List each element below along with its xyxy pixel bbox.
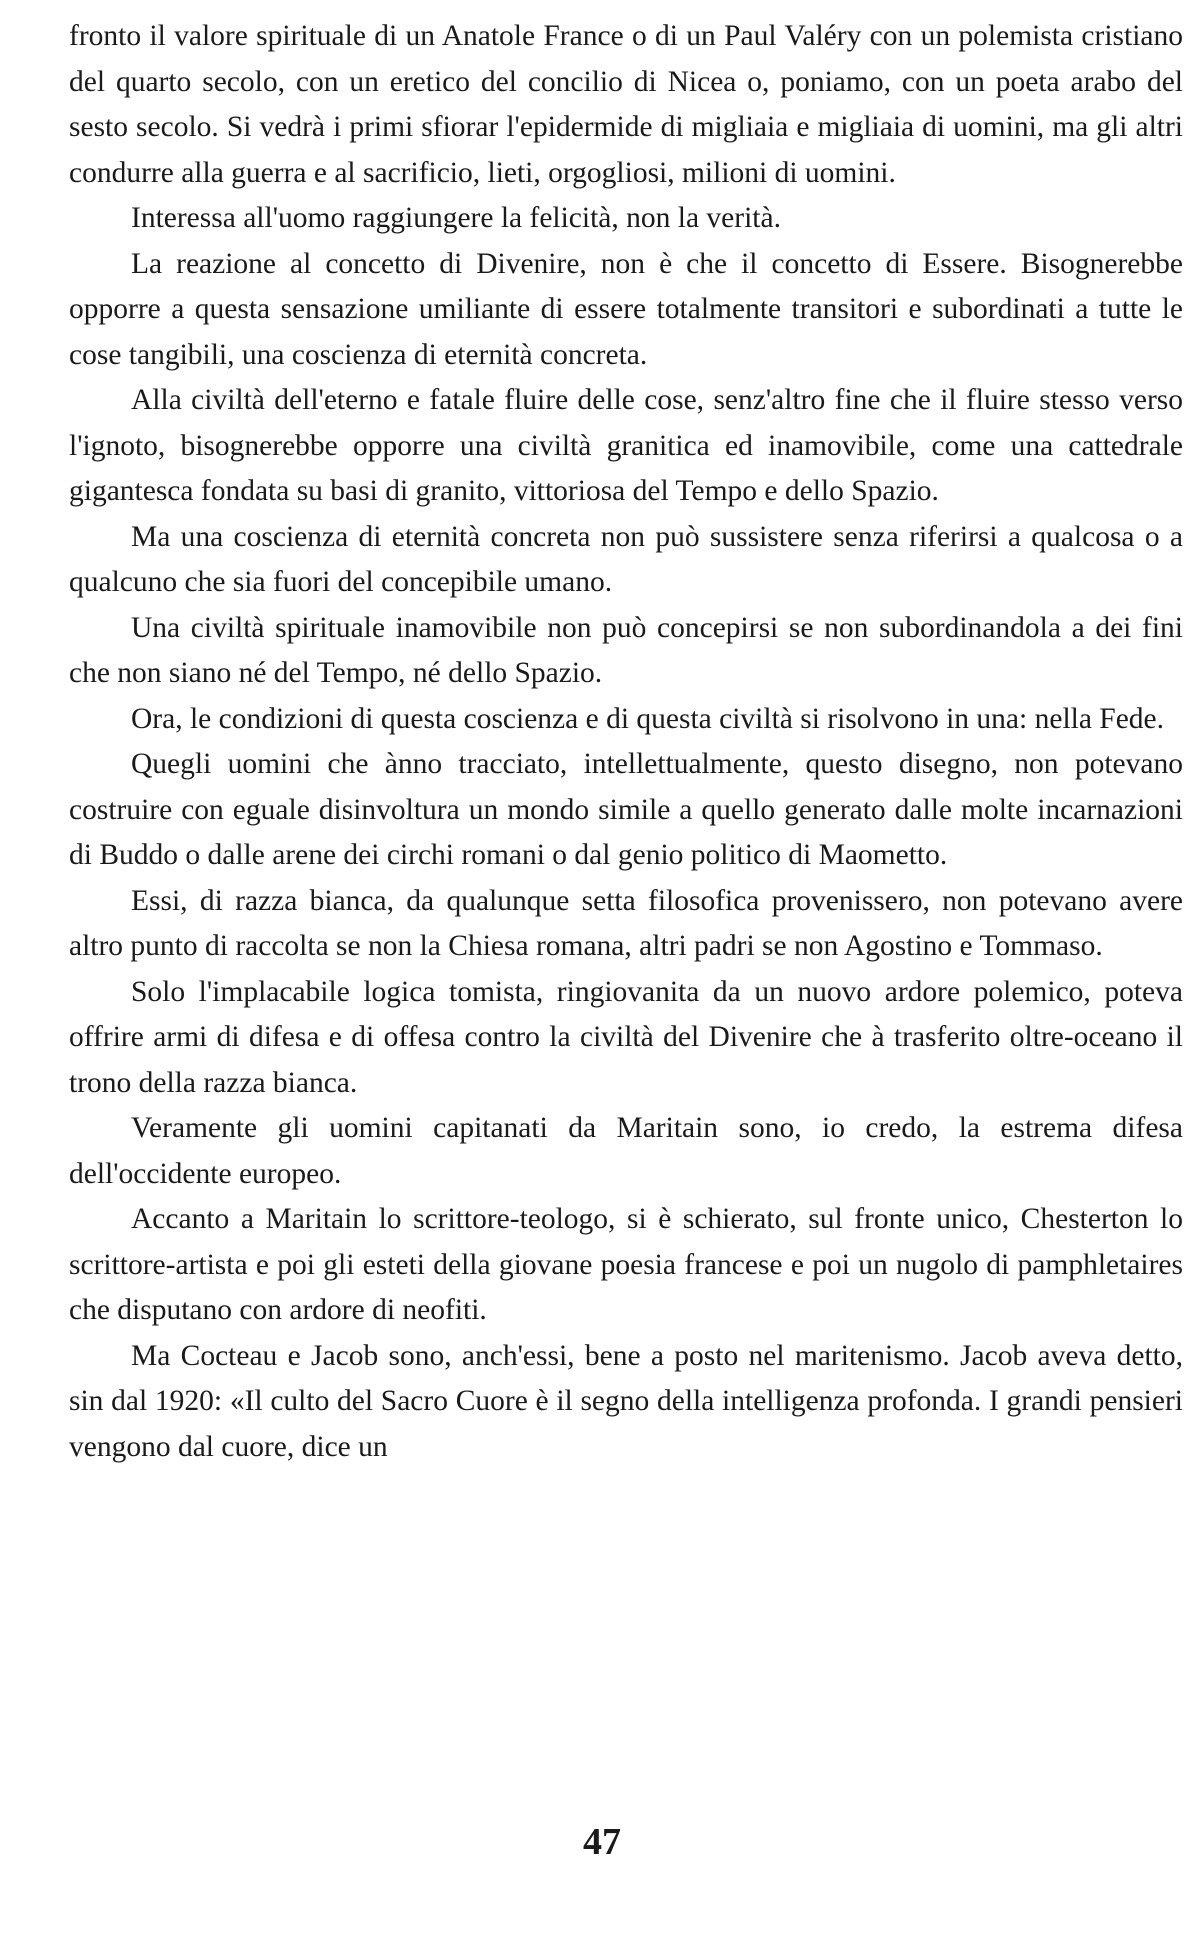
paragraph-divenire: La reazione al concetto di Divenire, non è che il concetto di Essere. Bisognerebbe opporre a questa sensazione umiliante di essere totalmente transitori e subordinati a tutte le cose tangibili, una coscienza di eternità concreta. xyxy=(69,247,1183,371)
paragraph-civilta-spirituale: Una civiltà spirituale inamovibile non può concepirsi se non subordinandola a dei fini che non siano né del Tempo, né dello Spazio. xyxy=(69,611,1183,689)
paragraph-chesterton: Accanto a Maritain lo scrittore-teologo, si è schierato, sul fronte unico, Chesterton lo scrittore-artista e poi gli esteti della giovane poesia francese e poi un nugolo di pamphletaires che disputano con ardore di neofiti. xyxy=(69,1203,1183,1326)
body-text xyxy=(69,14,1183,1470)
paragraph-cocteau-jacob: Ma Cocteau e Jacob sono, anch'essi, bene a posto nel maritenismo. Jacob aveva detto, sin dal 1920: «Il culto del Sacro Cuore è il segno della intelligenza profonda. I grandi pensieri vengono dal cuore, dice un xyxy=(69,1339,1183,1463)
paragraph-coscienza: Ma una coscienza di eternità concreta non può sussistere senza riferirsi a qualcosa o a qualcuno che sia fuori del concepibile umano. xyxy=(69,520,1183,598)
paragraph-disegno: Quegli uomini che ànno tracciato, intellettualmente, questo disegno, non potevano costruire con eguale disinvoltura un mondo simile a quello generato dalle molte incarnazioni di Buddo o dalle arene dei circhi romani o dal genio politico di Maometto. xyxy=(69,748,1183,871)
paragraph-logica-tomista: Solo l'implacabile logica tomista, ringiovanita da un nuovo ardore polemico, poteva offrire armi di difesa e di offesa contro la civiltà del Divenire che à trasferito oltre-oceano il trono della razza bianca. xyxy=(69,975,1183,1099)
page-number: 47 xyxy=(583,1821,621,1863)
paragraph-felicita: Interessa all'uomo raggiungere la felicità, non la verità. xyxy=(131,202,781,234)
paragraph-fede: Ora, le condizioni di questa coscienza e di questa civiltà si risolvono in una: nella Fede. xyxy=(131,702,1165,735)
paragraph-civilta-eterno: Alla civiltà dell'eterno e fatale fluire delle cose, senz'altro fine che il fluire stesso verso l'ignoto, bisognerebbe opporre una civiltà granitica ed inamovibile, come una cattedrale gigantesca fondata su basi di granito, vittoriosa del Tempo e dello Spazio. xyxy=(69,384,1183,507)
paragraph-razza-bianca: Essi, di razza bianca, da qualunque setta filosofica provenissero, non potevano avere altro punto di raccolta se non la Chiesa romana, altri padri se non Agostino e Tommaso. xyxy=(69,884,1183,962)
paragraph-continuation: fronto il valore spirituale di un Anatole France o di un Paul Valéry con un polemista cristiano del quarto secolo, con un eretico del concilio di Nicea o, poniamo, con un poeta arabo del sesto secolo. Si vedrà i primi sfiorar l'epidermide di migliaia e migliaia di uomini, ma gli altri condurre alla guerra e al sacrificio, lieti, orgogliosi, milioni di uomini. xyxy=(69,20,1183,189)
paragraph-maritain: Veramente gli uomini capitanati da Maritain sono, io credo, la estrema difesa dell'occidente europeo. xyxy=(69,1112,1183,1190)
